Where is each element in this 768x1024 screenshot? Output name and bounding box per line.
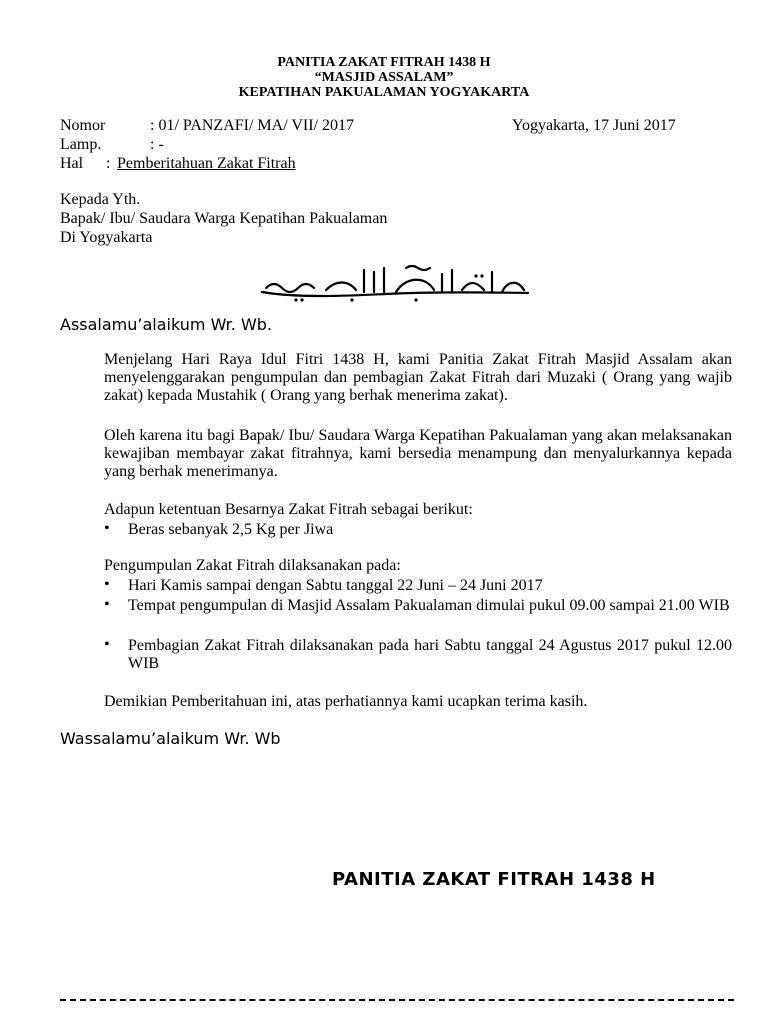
pengumpulan-item-2: Tempat pengumpulan di Masjid Assalam Pakualaman dimulai pukul 09.00 sampai 21.00 WIB <box>128 597 730 614</box>
ketentuan-intro: Adapun ketentuan Besarnya Zakat Fitrah sebagai berikut: <box>104 501 473 518</box>
bullet: • <box>104 576 110 593</box>
basmalah-calligraphy-icon <box>256 262 536 304</box>
farewell: Wassalamu’alaikum Wr. Wb <box>60 729 281 748</box>
bullet: • <box>104 520 110 537</box>
bullet: • <box>104 636 110 653</box>
nomor-label: Nomor <box>60 117 106 134</box>
pengumpulan-item-1: Hari Kamis sampai dengan Sabtu tanggal 22 Juni – 24 Juni 2017 <box>128 577 543 594</box>
closing-sentence: Demikian Pemberitahuan ini, atas perhatiannya kami ucapkan terima kasih. <box>104 693 588 710</box>
lamp-label: Lamp. <box>60 136 102 153</box>
hal-colon: : <box>106 155 111 172</box>
hal-value: Pemberitahuan Zakat Fitrah <box>117 155 296 172</box>
bullet: • <box>104 596 110 613</box>
pengumpulan-item-3: Pembagian Zakat Fitrah dilaksanakan pada hari Sabtu tanggal 24 Agustus 2017 pukul 12.00 WIB <box>128 637 732 672</box>
lamp-value: : - <box>150 136 164 153</box>
ketentuan-item: Beras sebanyak 2,5 Kg per Jiwa <box>128 521 334 538</box>
recipient-line-3: Di Yogyakarta <box>60 229 153 246</box>
letterhead-location: KEPATIHAN PAKUALAMAN YOGYAKARTA <box>238 85 530 100</box>
greeting: Assalamu’alaikum Wr. Wb. <box>60 315 273 334</box>
letterhead-mosque: “MASJID ASSALAM” <box>314 70 454 85</box>
hal-label: Hal <box>60 155 84 172</box>
cut-line-divider <box>60 999 734 1001</box>
paragraph-invitation: Oleh karena itu bagi Bapak/ Ibu/ Saudara Warga Kepatihan Pakualaman yang akan melaksanakan kewajiban membayar zakat fitrahnya, kami bersedia menampung dan menyalurkannya kepada yang berhak menerimanya. <box>104 427 732 480</box>
letterhead-title: PANITIA ZAKAT FITRAH 1438 H <box>277 55 491 70</box>
recipient-line-2: Bapak/ Ibu/ Saudara Warga Kepatihan Pakualaman <box>60 210 388 227</box>
pengumpulan-intro: Pengumpulan Zakat Fitrah dilaksanakan pada: <box>104 557 401 574</box>
signature-committee: PANITIA ZAKAT FITRAH 1438 H <box>332 869 656 890</box>
place-date: Yogyakarta, 17 Juni 2017 <box>512 117 676 134</box>
nomor-value: : 01/ PANZAFI/ MA/ VII/ 2017 <box>150 117 355 134</box>
recipient-line-1: Kepada Yth. <box>60 191 141 208</box>
paragraph-intro: Menjelang Hari Raya Idul Fitri 1438 H, kami Panitia Zakat Fitrah Masjid Assalam akan menyelenggarakan pengumpulan dan pembagian Zakat Fitrah dari Muzaki ( Orang yang wajib zakat) kepada Mustahik ( Orang yang berhak menerima zakat). <box>104 351 732 404</box>
